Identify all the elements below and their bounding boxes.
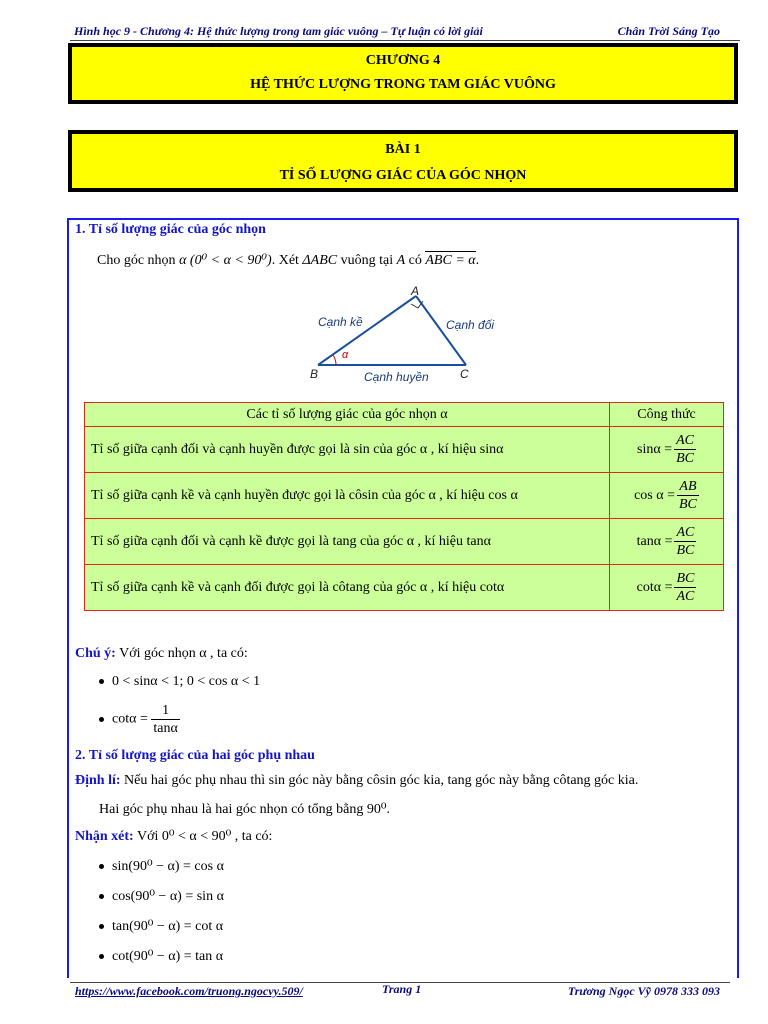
ratio-table (84, 402, 724, 611)
table-row (85, 519, 724, 565)
section2-title: 2. Tỉ số lượng giác của hai góc phụ nhau (75, 748, 315, 763)
identity-bullet (99, 918, 223, 935)
note-fraction (151, 702, 179, 737)
remark-line (75, 828, 272, 845)
identity-bullet (99, 948, 223, 965)
intro-end: . (475, 253, 480, 268)
note-bullet-text: 0 < sinα < 1; 0 < cos α < 1 (112, 674, 261, 689)
lesson-number: BÀI 1 (385, 142, 421, 157)
denominator: BC (676, 543, 695, 558)
label-B: B (310, 367, 319, 381)
bullet-icon (99, 924, 104, 929)
row-formula (610, 565, 724, 611)
identity-bullet (99, 888, 224, 905)
lesson-banner (68, 130, 738, 192)
table-row (85, 427, 724, 473)
denominator: BC (676, 451, 694, 466)
table-row (85, 473, 724, 519)
footer-link[interactable]: https://www.facebook.com/truong.ngocvy.509/ (75, 984, 303, 998)
remark-text: Với 0⁰ < α < 90⁰ , ta có: (136, 829, 273, 844)
formula-lhs: sinα = (637, 441, 673, 457)
col-header-definition: Các tỉ số lượng giác của góc nhọn α (85, 403, 610, 427)
bullet-icon (99, 679, 104, 684)
header-series: Chân Trời Sáng Tạo (617, 24, 720, 38)
note-bullet-1 (99, 674, 260, 690)
formula-lhs: cotα = (636, 579, 673, 595)
bullet-icon (99, 864, 104, 869)
table-row (85, 565, 724, 611)
theorem-text: Nếu hai góc phụ nhau thì sin góc này bằng côsin góc kia, tang góc này bằng côtang góc kia. (124, 773, 639, 788)
alpha-arc (333, 355, 336, 365)
formula-lhs: tanα = (636, 533, 673, 549)
label-adjacent: Cạnh kề (318, 315, 363, 329)
intro-text-b: . Xét (271, 253, 299, 268)
chapter-title: HỆ THỨC LƯỢNG TRONG TAM GIÁC VUÔNG (250, 77, 556, 92)
numerator: AB (677, 478, 699, 496)
complementary-definition: Hai góc phụ nhau là hai góc nhọn có tổng bằng 90⁰. (99, 802, 390, 817)
note-bullet-lhs: cotα = (112, 711, 148, 727)
identity-bullet (99, 858, 224, 875)
row-definition: Tỉ số giữa cạnh kề và cạnh huyền được gọi là côsin của góc α , kí hiệu cos α (85, 473, 610, 519)
label-opposite: Cạnh đối (446, 318, 495, 332)
col-header-formula: Công thức (610, 403, 724, 427)
numerator: 1 (151, 702, 179, 720)
intro-angle: ABC = α (425, 253, 476, 268)
chapter-number: CHƯƠNG 4 (365, 53, 441, 68)
denominator: tanα (153, 721, 178, 736)
intro-text-d: có (408, 253, 422, 268)
formula-fraction (674, 524, 696, 559)
table-header-row (85, 403, 724, 427)
label-A: A (411, 284, 420, 298)
row-formula (610, 473, 724, 519)
bullet-icon (99, 894, 104, 899)
label-C: C (460, 367, 469, 381)
row-definition: Tỉ số giữa cạnh đối và cạnh huyền được gọi là sin của góc α , kí hiệu sinα (85, 427, 610, 473)
denominator: AC (676, 589, 695, 604)
page-number: Trang 1 (382, 982, 422, 996)
note-text: Với góc nhọn α , ta có: (119, 646, 248, 661)
section1-title: 1. Tỉ số lượng giác của góc nhọn (75, 222, 266, 237)
identity-text: cot(90⁰ − α) = tan α (112, 949, 224, 964)
intro-vertex: A (396, 253, 406, 268)
formula-lhs: cos α = (634, 487, 675, 503)
identity-text: cos(90⁰ − α) = sin α (112, 889, 224, 904)
intro-condition: α (0⁰ < α < 90⁰) (179, 253, 272, 268)
bullet-icon (99, 717, 104, 722)
formula-fraction (674, 570, 696, 605)
row-formula (610, 427, 724, 473)
numerator: BC (676, 571, 695, 586)
note-label: Chú ý: (75, 646, 116, 661)
identity-text: tan(90⁰ − α) = cot α (112, 919, 224, 934)
denominator: BC (679, 497, 697, 512)
chapter-banner (68, 43, 738, 104)
adjacent-side (318, 296, 416, 365)
row-definition: Tỉ số giữa cạnh kề và cạnh đối được gọi là côtang của góc α , kí hiệu cotα (85, 565, 610, 611)
formula-fraction (677, 478, 699, 513)
intro-text-c: vuông tại (340, 253, 394, 268)
formula-fraction (674, 432, 696, 467)
theorem-line (75, 773, 638, 789)
section1-intro (97, 252, 479, 269)
note-bullet-2 (99, 702, 180, 737)
right-triangle-figure (296, 280, 506, 388)
label-hypotenuse: Cạnh huyền (364, 370, 429, 384)
footer-author: Trương Ngọc Vỹ 0978 333 093 (567, 984, 720, 998)
intro-triangle: ΔABC (302, 253, 338, 268)
identity-text: sin(90⁰ − α) = cos α (112, 859, 224, 874)
bullet-icon (99, 954, 104, 959)
label-alpha: α (342, 349, 349, 361)
theorem-label: Định lí: (75, 773, 121, 788)
page-header (74, 22, 720, 42)
intro-text-a: Cho góc nhọn (97, 253, 176, 268)
numerator: AC (676, 525, 695, 540)
row-definition: Tỉ số giữa cạnh đối và cạnh kề được gọi là tang của góc α , kí hiệu tanα (85, 519, 610, 565)
remark-label: Nhận xét: (75, 829, 134, 844)
numerator: AC (676, 433, 694, 448)
header-title: Hình học 9 - Chương 4: Hệ thức lượng trong tam giác vuông – Tự luận có lời giải (74, 24, 483, 38)
lesson-title: TỈ SỐ LƯỢNG GIÁC CỦA GÓC NHỌN (279, 168, 527, 183)
header-rule (70, 40, 740, 41)
note-line (75, 646, 248, 662)
row-formula (610, 519, 724, 565)
